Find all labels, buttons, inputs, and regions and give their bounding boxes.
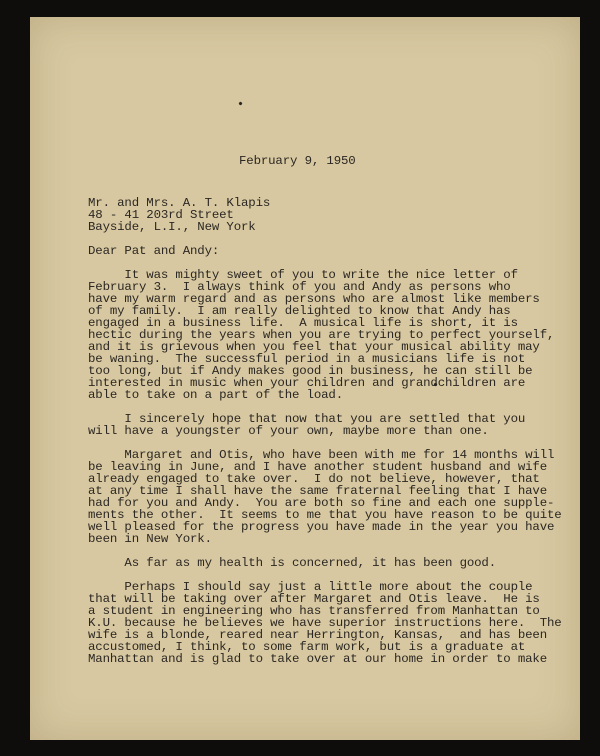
body-line: As far as my health is concerned, it has been good. <box>88 556 496 570</box>
body-line: hectic during the years when you are trying to perfect yourself, <box>88 328 555 342</box>
body-line: already engaged to take over. I do not believe, however, that <box>88 472 540 486</box>
body-line: It was mighty sweet of you to write the nice letter of <box>88 268 518 282</box>
body-line: had for you and Andy. You are both so fine and each one supple- <box>88 496 555 510</box>
body-line: Perhaps I should say just a little more about the couple <box>88 580 533 594</box>
letter-date: February 9, 1950 <box>239 154 356 168</box>
body-line: wife is a blonde, reared near Herrington, Kansas, and has been <box>88 628 547 642</box>
body-line: be waning. The successful period in a musicians life is not <box>88 352 526 366</box>
body-line: Manhattan and is glad to take over at our home in order to make <box>88 652 547 666</box>
address-line: Mr. and Mrs. A. T. Klapis <box>88 196 271 210</box>
body-line: Margaret and Otis, who have been with me for 14 months will <box>88 448 555 462</box>
body-line: be leaving in June, and I have another student husband and wife <box>88 460 547 474</box>
body-line: and it is grievous when you feel that your musical ability may <box>88 340 540 354</box>
paper-speck <box>238 101 242 105</box>
address-line: Bayside, L.I., New York <box>88 220 256 234</box>
body-line: accustomed, I think, to some farm work, but is a graduate at <box>88 640 526 654</box>
letter-page <box>30 17 580 740</box>
body-line: have my warm regard and as persons who are almost like members <box>88 292 540 306</box>
body-line: will have a youngster of your own, maybe more than one. <box>88 424 489 438</box>
salutation: Dear Pat and Andy: <box>88 244 220 258</box>
body-line: February 3. I always think of you and Andy as persons who <box>88 280 511 294</box>
body-line: well pleased for the progress you have made in the year you have <box>88 520 555 534</box>
body-line: able to take on a part of the load. <box>88 388 343 402</box>
body-line: that will be taking over after Margaret and Otis leave. He is <box>88 592 540 606</box>
body-line: been in New York. <box>88 532 212 546</box>
body-line: engaged in a business life. A musical life is short, it is <box>88 316 518 330</box>
body-line: at any time I shall have the same fraternal feeling that I have <box>88 484 547 498</box>
body-line: interested in music when your children and grandchildren are <box>88 376 526 390</box>
body-line: too long, but if Andy makes good in business, he can still be <box>88 364 533 378</box>
body-line: of my family. I am really delighted to know that Andy has <box>88 304 511 318</box>
body-line: K.U. because he believes we have superior instructions here. The <box>88 616 562 630</box>
body-line: ments the other. It seems to me that you have reason to be quite <box>88 508 562 522</box>
body-line: a student in engineering who has transferred from Manhattan to <box>88 604 540 618</box>
address-line: 48 - 41 203rd Street <box>88 208 234 222</box>
body-line: I sincerely hope that now that you are settled that you <box>88 412 526 426</box>
